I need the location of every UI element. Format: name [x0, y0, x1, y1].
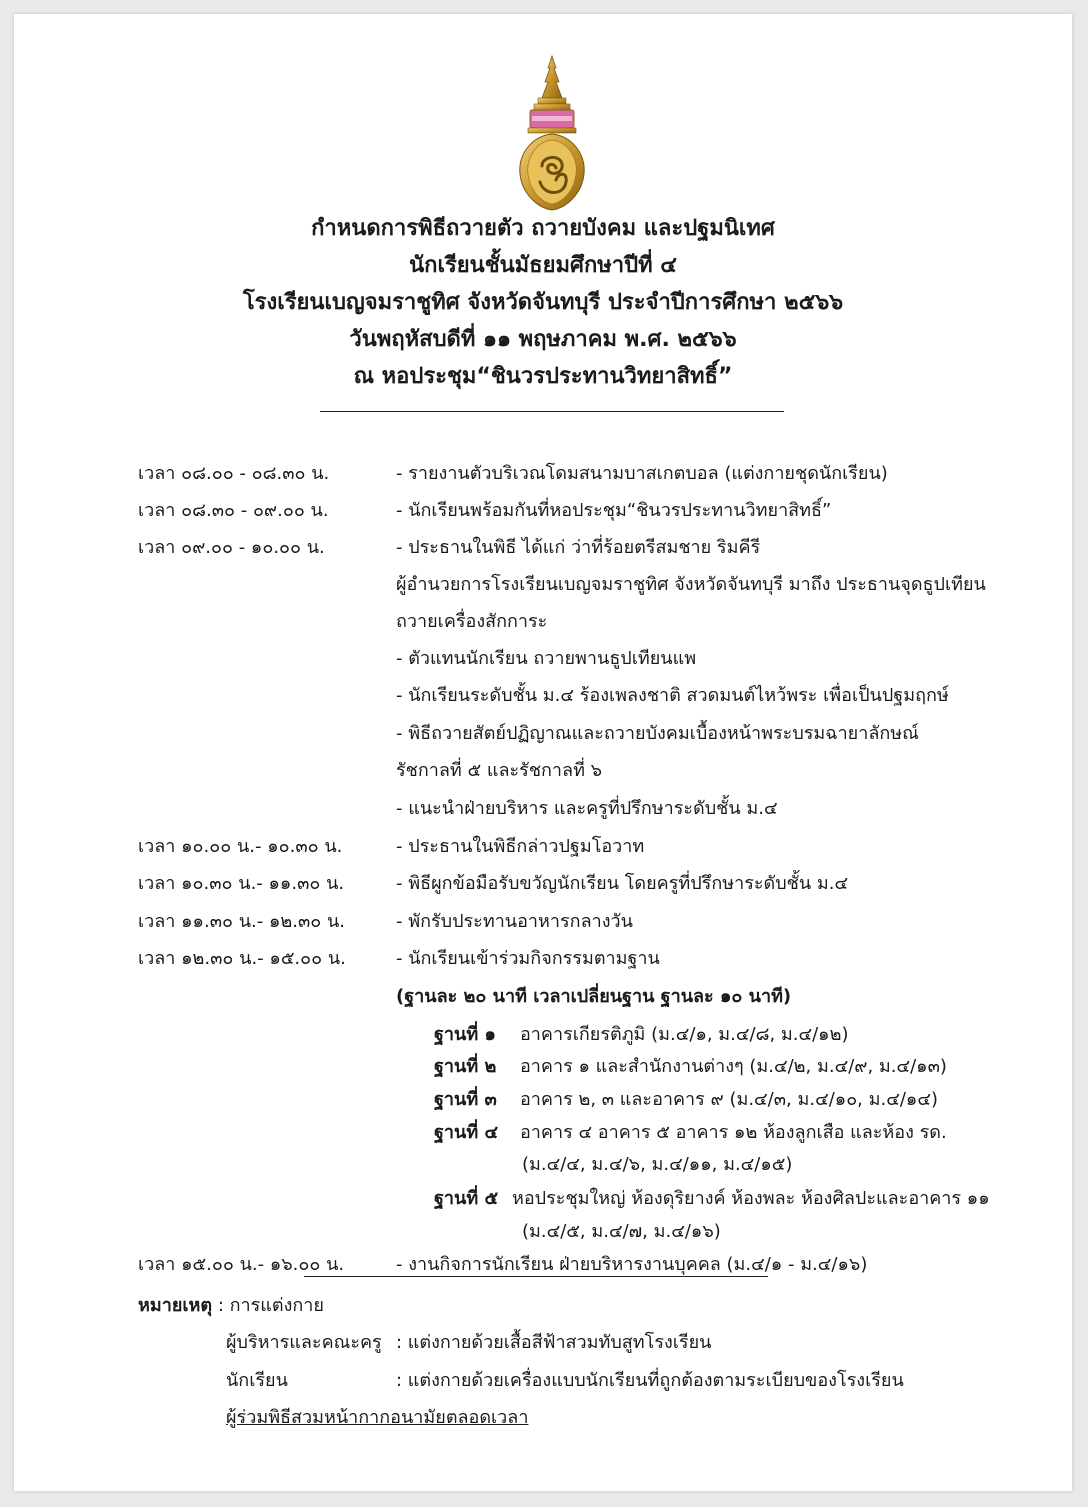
schedule-time: เวลา ๑๐.๐๐ น.- ๑๐.๓๐ น.	[138, 836, 343, 857]
schedule-desc: - พักรับประทานอาหารกลางวัน	[396, 911, 633, 932]
title-line-1: กำหนดการพิธีถวายตัว ถวายบังคม และปฐมนิเทศ	[311, 216, 775, 241]
schedule-desc: - งานกิจการนักเรียน ฝ่ายบริหารงานบุคคล (ม.๔/๑ - ม.๔/๑๖)	[396, 1254, 868, 1275]
title-line-2: นักเรียนชั้นมัธยมศึกษาปีที่ ๔	[409, 253, 677, 278]
schedule-continuation: รัชกาลที่ ๕ และรัชกาลที่ ๖	[396, 760, 603, 781]
station-text: อาคาร ๒, ๓ และอาคาร ๙ (ม.๔/๓, ม.๔/๑๐, ม.๔/๑๔)	[520, 1089, 938, 1110]
schedule-time: เวลา ๑๐.๓๐ น.- ๑๑.๓๐ น.	[138, 873, 345, 894]
station-text: อาคารเกียรติภูมิ (ม.๔/๑, ม.๔/๘, ม.๔/๑๒)	[520, 1024, 849, 1045]
document-title	[14, 210, 1072, 395]
notes-label-rest: : การแต่งกาย	[212, 1295, 324, 1316]
schedule-time: เวลา ๑๕.๐๐ น.- ๑๖.๐๐ น.	[138, 1254, 345, 1275]
schedule-time: เวลา ๑๑.๓๐ น.- ๑๒.๓๐ น.	[138, 911, 345, 932]
schedule-continuation: ถวายเครื่องสักการะ	[396, 611, 548, 632]
schedule-desc: - ประธานในพิธี ได้แก่ ว่าที่ร้อยตรีสมชาย ริมคีรี	[396, 537, 761, 558]
schedule-desc: - รายงานตัวบริเวณโดมสนามบาสเกตบอล (แต่งกายชุดนักเรียน)	[396, 463, 888, 484]
notes-mask: ผู้ร่วมพิธีสวมหน้ากากอนามัยตลอดเวลา	[226, 1407, 529, 1428]
station-label: ฐานที่ ๓	[434, 1089, 497, 1110]
schedule-time: เวลา ๐๙.๐๐ - ๑๐.๐๐ น.	[138, 537, 325, 558]
station-label: ฐานที่ ๑	[434, 1024, 496, 1045]
station-text: หอประชุมใหญ่ ห้องดุริยางค์ ห้องพละ ห้องศิลปะและอาคาร ๑๑	[512, 1188, 990, 1209]
station-subtitle: (ฐานละ ๒๐ นาที เวลาเปลี่ยนฐาน ฐานละ ๑๐ นาที)	[396, 986, 792, 1007]
schedule-desc: - นักเรียนพร้อมกันที่หอประชุม“ชินวรประทานวิทยาสิทธิ์”	[396, 500, 832, 521]
station-label: ฐานที่ ๒	[434, 1056, 497, 1077]
document-page	[14, 14, 1072, 1491]
title-line-4: วันพฤหัสบดีที่ ๑๑ พฤษภาคม พ.ศ. ๒๕๖๖	[349, 327, 737, 352]
schedule-continuation: - นักเรียนระดับชั้น ม.๔ ร้องเพลงชาติ สวดมนต์ไหว้พระ เพื่อเป็นปฐมฤกษ์	[396, 685, 949, 706]
station-text: (ม.๔/๕, ม.๔/๗, ม.๔/๑๖)	[522, 1221, 721, 1242]
station-text: อาคาร ๑ และสำนักงานต่างๆ (ม.๔/๒, ม.๔/๙, ม.๔/๑๓)	[520, 1056, 947, 1077]
schedule-desc: - นักเรียนเข้าร่วมกิจกรรมตามฐาน	[396, 948, 660, 969]
schedule-time: เวลา ๐๘.๐๐ - ๐๘.๓๐ น.	[138, 463, 330, 484]
notes-heading	[138, 1290, 324, 1319]
schedule-time: เวลา ๐๘.๓๐ - ๐๙.๐๐ น.	[138, 500, 329, 521]
schedule-continuation: ผู้อำนวยการโรงเรียนเบญจมราชูทิศ จังหวัดจันทบุรี มาถึง ประธานจุดธูปเทียน	[396, 574, 986, 595]
notes-staff-text: : แต่งกายด้วยเสื้อสีฟ้าสวมทับสูทโรงเรียน	[396, 1332, 712, 1353]
station-label: ฐานที่ ๔	[434, 1122, 499, 1143]
station-text: (ม.๔/๔, ม.๔/๖, ม.๔/๑๑, ม.๔/๑๕)	[522, 1154, 793, 1175]
schedule-desc: - พิธีผูกข้อมือรับขวัญนักเรียน โดยครูที่ปรึกษาระดับชั้น ม.๔	[396, 873, 849, 894]
title-divider	[320, 411, 784, 412]
station-text: อาคาร ๔ อาคาร ๕ อาคาร ๑๒ ห้องลูกเสือ และห้อง รด.	[520, 1122, 947, 1143]
schedule-time: เวลา ๑๒.๓๐ น.- ๑๕.๐๐ น.	[138, 948, 346, 969]
school-emblem-icon	[514, 54, 590, 212]
schedule-desc: - ประธานในพิธีกล่าวปฐมโอวาท	[396, 836, 645, 857]
notes-divider	[304, 1276, 768, 1277]
title-line-3: โรงเรียนเบญจมราชูทิศ จังหวัดจันทบุรี ประจำปีการศึกษา ๒๕๖๖	[242, 290, 844, 315]
schedule-continuation: - พิธีถวายสัตย์ปฏิญาณและถวายบังคมเบื้องหน้าพระบรมฉายาลักษณ์	[396, 723, 919, 744]
notes-student-label: นักเรียน	[226, 1370, 288, 1391]
station-label: ฐานที่ ๕	[434, 1188, 499, 1209]
schedule-continuation: - แนะนำฝ่ายบริหาร และครูที่ปรึกษาระดับชั้น ม.๔	[396, 798, 778, 819]
notes-staff-label: ผู้บริหารและคณะครู	[226, 1332, 382, 1353]
schedule-continuation: - ตัวแทนนักเรียน ถวายพานธูปเทียนแพ	[396, 648, 697, 669]
title-line-5: ณ หอประชุม“ชินวรประทานวิทยาสิทธิ์”	[353, 364, 733, 389]
notes-label: หมายเหตุ	[138, 1295, 213, 1316]
notes-student-text: : แต่งกายด้วยเครื่องแบบนักเรียนที่ถูกต้องตามระเบียบของโรงเรียน	[396, 1370, 904, 1391]
